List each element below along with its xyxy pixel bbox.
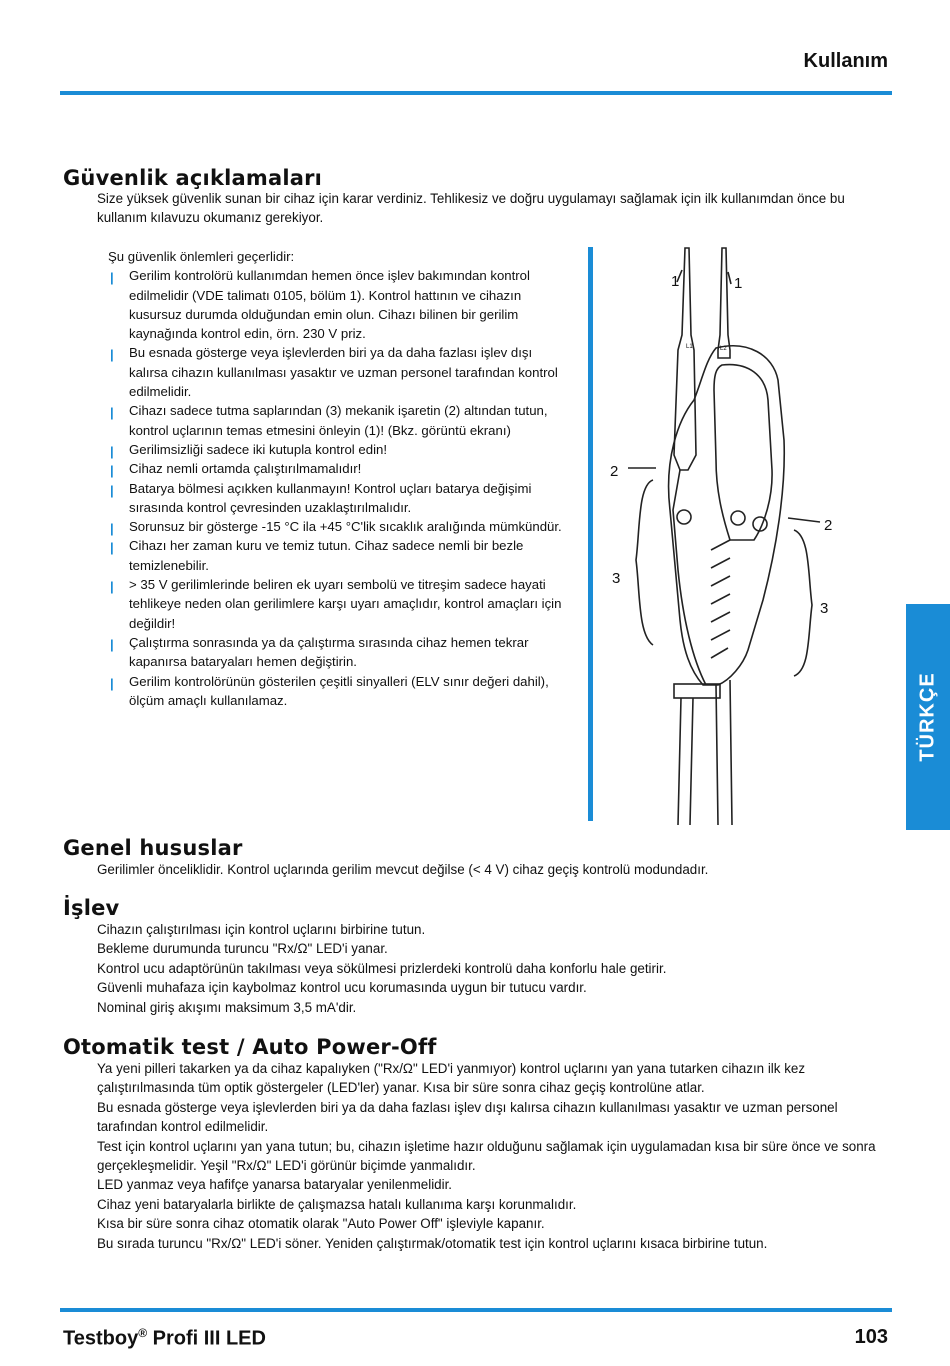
list-item: | Gerilim kontrolörü kullanımdan hemen önce işlev bakımından kontrol edilmelidir (VDE talimatı 0105, bölüm 1). Kontrol hattının ve cihazın kusursuz durumda olduğundan emin olun. Cihazı bilinen bir gerilim kaynağında kontrol edin, örn. 230 V priz.: [110, 268, 530, 342]
language-tab-label: TÜRKÇE: [916, 672, 939, 762]
list-item: | Cihaz nemli ortamda çalıştırılmamalıdır!: [110, 461, 362, 479]
product-name: Testboy: [63, 1327, 139, 1350]
label-mark-right: 2: [824, 517, 833, 534]
product-model: Profi III LED: [147, 1327, 266, 1350]
function-line: Cihazın çalıştırılması için kontrol uçlarını birbirine tutun.: [97, 922, 426, 937]
list-item: | Batarya bölmesi açıkken kullanmayın! Kontrol uçları batarya değişimi sırasında kontrol çevresinden uzaklaştırılmalıdır.: [110, 480, 532, 515]
label-tip-left: 1: [671, 273, 680, 290]
label-grip-left: 3: [612, 570, 621, 587]
grip-outline: [673, 470, 706, 685]
tip-line-right: [728, 272, 731, 284]
function-line: Güvenli muhafaza için kaybolmaz kontrol ucu korumasında uygun bir tutucu vardır.: [97, 980, 587, 996]
list-item: | > 35 V gerilimlerinde beliren ek uyarı sembolü ve titreşim sadece hayati tehlikeye neden olan gerilimlere karşı uyarı amaçlıdır, kontrol amaçları için değildir!: [110, 577, 562, 631]
label-probe-l1: L1: [686, 344, 693, 350]
autotest-line: Ya yeni pilleri takarken ya da cihaz kapalıyken ("Rx/Ω" LED'i yanmıyor) kontrol uçlarını yan yana tutarken cihazın ilk kez çalıştırılmasında tüm optik göstergeler (LED'ler) yanar. Kısa bir süre sonra cihaz geçiş kontrolüne atlar.: [97, 1061, 806, 1096]
cable-right: [716, 680, 732, 825]
safety-intro-text: Size yüksek güvenlik sunan bir cihaz için karar verdiniz. Tehlikesiz ve doğru uygulamayı sağlamak için ilk kullanımdan önce bu kullanım kılavuzu okumanız gerekiyor.: [97, 191, 845, 226]
registered-mark: ®: [138, 1326, 148, 1340]
function-line: Bekleme durumunda turuncu "Rx/Ω" LED'i yanar.: [97, 941, 388, 957]
footer-product: [63, 1326, 266, 1351]
list-item: | Cihazı sadece tutma saplarından (3) mekanik işaretin (2) altından tutun, kontrol uçlarının temas etmesini önleyin (1)! (Bkz. görüntü ekranı): [110, 403, 548, 438]
function-body: [97, 920, 887, 1017]
safety-list: [108, 266, 568, 710]
general-heading: Genel hususlar: [63, 836, 243, 860]
autotest-line: Bu esnada gösterge veya işlevlerden biri ya da daha fazlası işlev dışı kalırsa cihazın kullanılması yasaktır ve uzman personel tarafından kontrol edilmelidir.: [97, 1099, 838, 1135]
label-tip-right: 1: [734, 275, 743, 292]
autotest-heading: Otomatik test / Auto Power-Off: [63, 1035, 437, 1059]
list-item: | Gerilimsizliği sadece iki kutupla kontrol edin!: [110, 441, 387, 459]
autotest-line: Cihaz yeni bataryalarla birlikte de çalışmazsa hatalı kullanıma karşı korunmalıdır.: [97, 1196, 577, 1212]
function-line: Kontrol ucu adaptörünün takılması veya sökülmesi prizlerdeki kontrolü daha konforlu hale getirir.: [97, 960, 667, 976]
button-mid: [731, 511, 745, 525]
safety-list-intro: Şu güvenlik önlemleri geçerlidir:: [108, 249, 295, 264]
figure-divider: [588, 247, 593, 821]
voltage-tester-illustration: [598, 240, 858, 825]
autotest-line: Test için kontrol uçlarını yan yana tutun; bu, cihazın işletime hazır olduğunu sağlamak için uygulamadan kısa bir süre önce ve sonra gerçekleşmelidir. Yeşil "Rx/Ω" LED'i görünür biçimde yanmalıdır.: [97, 1138, 876, 1174]
list-item: | Çalıştırma sonrasında ya da çalıştırma sırasında cihaz hemen tekrar kapanırsa bataryaları hemen değiştirin.: [110, 634, 529, 670]
safety-heading: Güvenlik açıklamaları: [63, 166, 323, 190]
footer-rule: [60, 1308, 892, 1312]
page-number: 103: [854, 1326, 888, 1348]
list-item: | Bu esnada gösterge veya işlevlerden biri ya da daha fazlası işlev dışı kalırsa cihazın kullanılması yasaktır ve uzman personel tarafından kontrol edilmelidir.: [110, 345, 558, 400]
list-item: | Cihazı her zaman kuru ve temiz tutun. Cihaz sadece nemli bir bezle temizlenebilir.: [110, 538, 524, 573]
grip-ribs: [711, 540, 730, 658]
button-left: [677, 510, 691, 524]
label-mark-left: 2: [610, 463, 619, 480]
section-title: Kullanım: [803, 50, 888, 72]
grip-bracket-left: [636, 480, 653, 645]
autotest-line: Bu sırada turuncu "Rx/Ω" LED'i söner. Yeniden çalıştırmak/otomatik test için kontrol uçlarını kısaca birbirine tutun.: [97, 1235, 768, 1251]
header-rule: [60, 91, 892, 95]
grip-bracket-right: [794, 530, 812, 676]
label-probe-l2: L2: [720, 346, 727, 352]
label-grip-right: 3: [820, 600, 829, 617]
cable-guard: [674, 684, 720, 698]
language-tab: [906, 604, 950, 830]
autotest-body: [97, 1059, 887, 1253]
list-item: | Sorunsuz bir gösterge -15 °C ila +45 °C'lik sıcaklık aralığında mümkündür.: [110, 519, 562, 537]
function-heading: İşlev: [63, 896, 120, 920]
safety-list-block: [108, 247, 568, 710]
autotest-line: LED yanmaz veya hafifçe yanarsa bataryalar yenilenmelidir.: [97, 1177, 453, 1193]
cable-left: [678, 698, 693, 825]
list-item: | Gerilim kontrolörünün gösterilen çeşitli sinyalleri (ELV sınır değeri dahil), ölçüm amaçlı kullanılamaz.: [110, 673, 549, 708]
function-line: Nominal giriş akışımı maksimum 3,5 mA'dir.: [97, 999, 357, 1015]
safety-intro: [97, 189, 867, 228]
autotest-line: Kısa bir süre sonra cihaz otomatik olarak "Auto Power Off" işleviyle kapanır.: [97, 1216, 545, 1232]
general-text: Gerilimler önceliklidir. Kontrol uçlarında gerilim mevcut değilse (< 4 V) cihaz geçiş kontrolü modundadır.: [97, 862, 709, 877]
marker-line-right: [788, 518, 820, 522]
probe-right: [718, 248, 730, 358]
